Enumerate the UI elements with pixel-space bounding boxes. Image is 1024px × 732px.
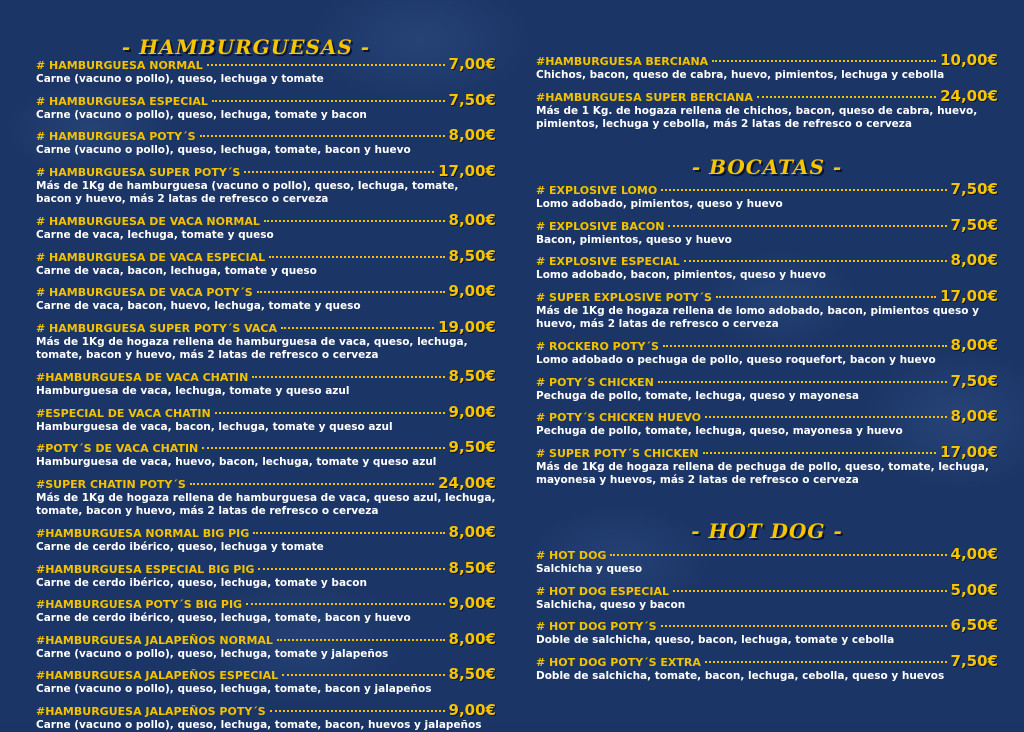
- menu-item-header: [536, 546, 998, 563]
- menu-item: [36, 212, 496, 243]
- menu-item-price: 8,00€: [950, 251, 998, 270]
- menu-item-header: [36, 631, 496, 648]
- menu-item-header: [536, 444, 998, 461]
- menu-item-description: Carne de vaca, bacon, huevo, lechuga, tomate y queso: [36, 300, 361, 313]
- menu-item-name: # POTY´S CHICKEN HUEVO: [536, 411, 702, 425]
- hamburguesas-title: - HAMBURGUESAS -: [121, 35, 371, 59]
- bocatas-title: - BOCATAS -: [691, 155, 843, 179]
- dotted-leader: [661, 625, 947, 627]
- dotted-leader: [610, 554, 946, 556]
- menu-item-name: # HAMBURGUESA POTY´S: [36, 130, 196, 144]
- menu-item-header: [536, 88, 998, 105]
- bocatas-list: [536, 181, 998, 488]
- menu-item-price: 8,00€: [448, 126, 496, 145]
- menu-item-price: 8,50€: [448, 366, 496, 385]
- menu-item-description: Bacon, pimientos, queso y huevo: [536, 233, 732, 246]
- menu-item-description: Hamburguesa de vaca, lechuga, tomate y queso azul: [36, 384, 350, 397]
- menu-item-price: 7,50€: [448, 90, 496, 109]
- menu-item-name: # HAMBURGUESA DE VACA NORMAL: [36, 214, 260, 228]
- menu-item-header: [36, 439, 496, 456]
- menu-item: [536, 252, 998, 283]
- menu-item-name: # HAMBURGUESA NORMAL: [36, 59, 203, 72]
- menu-item: [536, 653, 998, 684]
- menu-item-price: 4,00€: [950, 545, 998, 563]
- menu-item-description: Carne de cerdo ibérico, queso, lechuga y tomate: [36, 540, 324, 553]
- menu-item-description: Carne (vacuno o pollo), queso, lechuga, tomate, bacon, huevos y jalapeños: [36, 718, 482, 731]
- menu-item-header: [36, 666, 496, 683]
- menu-item-name: #HAMBURGUESA JALAPEÑOS ESPECIAL: [36, 669, 279, 683]
- menu-item-header: [36, 92, 496, 109]
- menu-item-price: 6,50€: [950, 616, 998, 635]
- menu-item-name: #SUPER CHATIN POTY´S: [36, 477, 186, 491]
- menu-item-price: 9,50€: [448, 438, 496, 457]
- menu-item-header: [36, 283, 496, 300]
- menu-item-price: 7,50€: [950, 215, 998, 234]
- menu-item-header: [36, 56, 496, 73]
- menu-item-description: Más de 1 Kg. de hogaza rellena de chichos, bacon, queso de cabra, huevo, pimientos, lechuga y cebolla, más 2 latas de refresco o cerveza: [536, 104, 978, 131]
- menu-item-header: [536, 217, 998, 234]
- menu-item-description: Doble de salchicha, tomate, bacon, lechuga, cebolla, queso y huevos: [536, 669, 945, 682]
- menu-item-name: # HAMBURGUESA DE VACA POTY´S: [36, 286, 253, 300]
- menu-item: [536, 337, 998, 368]
- menu-item: [36, 595, 496, 626]
- menu-item-description: Carne de cerdo ibérico, queso, lechuga, tomate, bacon y huevo: [36, 612, 411, 625]
- menu-item-description: Pechuga de pollo, tomate, lechuga, queso y mayonesa: [536, 389, 859, 402]
- menu-item-description: Lomo adobado o pechuga de pollo, queso roquefort, bacon y huevo: [536, 353, 936, 366]
- menu-item-header: [36, 475, 496, 492]
- menu-item-name: # HAMBURGUESA SUPER POTY´S VACA: [36, 321, 277, 335]
- menu-item-name: # SUPER EXPLOSIVE POTY´S: [536, 290, 712, 304]
- dotted-leader: [269, 256, 444, 258]
- dotted-leader: [270, 710, 445, 712]
- menu-item-price: 8,50€: [448, 246, 496, 265]
- menu-item-price: 7,50€: [950, 371, 998, 390]
- menu-item-description: Carne (vacuno o pollo), queso, lechuga y tomate: [36, 73, 324, 85]
- menu-item-header: [36, 248, 496, 265]
- menu-item-description: Lomo adobado, pimientos, queso y huevo: [536, 198, 783, 210]
- menu-item-header: [536, 181, 998, 198]
- menu-item: [536, 217, 998, 248]
- menu-item-price: 8,50€: [448, 558, 496, 577]
- menu-item-name: #POTY´S DE VACA CHATIN: [36, 442, 199, 456]
- menu-item-name: # HAMBURGUESA DE VACA ESPECIAL: [36, 250, 266, 264]
- dotted-leader: [200, 135, 445, 137]
- menu-item-name: #HAMBURGUESA SUPER BERCIANA: [536, 90, 753, 104]
- menu-item: [536, 617, 998, 648]
- dotted-leader: [253, 532, 444, 534]
- menu-item-header: [36, 212, 496, 229]
- dotted-leader: [716, 296, 936, 298]
- menu-item-description: Salchicha, queso y bacon: [536, 598, 686, 611]
- dotted-leader: [212, 100, 445, 102]
- menu-item-price: 9,00€: [448, 282, 496, 301]
- menu-item: [36, 439, 496, 470]
- menu-item-name: # HAMBURGUESA SUPER POTY´S: [36, 165, 241, 179]
- menu-item: [36, 524, 496, 555]
- menu-item: [36, 283, 496, 314]
- menu-item-price: 19,00€: [438, 317, 496, 336]
- menu-item-header: [536, 408, 998, 425]
- menu-item-name: # EXPLOSIVE LOMO: [536, 184, 658, 197]
- menu-item: [536, 444, 998, 488]
- menu-item-price: 8,00€: [950, 335, 998, 354]
- menu-item: [36, 560, 496, 591]
- menu-item-name: #HAMBURGUESA JALAPEÑOS NORMAL: [36, 633, 273, 647]
- menu-item-description: Chichos, bacon, queso de cabra, huevo, pimientos, lechuga y cebolla: [536, 69, 945, 81]
- menu-item-price: 24,00€: [438, 473, 496, 492]
- menu-item-name: #HAMBURGUESA BERCIANA: [536, 55, 709, 68]
- menu-item: [36, 56, 496, 87]
- dotted-leader: [281, 327, 434, 329]
- menu-item: [36, 368, 496, 399]
- menu-item-name: # EXPLOSIVE BACON: [536, 219, 665, 233]
- menu-item-header: [36, 404, 496, 421]
- dotted-leader: [673, 590, 947, 592]
- menu-item-name: # HOT DOG POTY´S: [536, 620, 657, 634]
- dotted-leader: [658, 381, 947, 383]
- menu-item: [36, 163, 496, 207]
- menu-item: [36, 666, 496, 697]
- menu-item-name: # SUPER POTY´S CHICKEN: [536, 446, 699, 460]
- menu-item: [36, 404, 496, 435]
- menu-item-name: # HAMBURGUESA ESPECIAL: [36, 94, 208, 108]
- dotted-leader: [668, 225, 946, 227]
- dotted-leader: [202, 447, 444, 449]
- dotted-leader: [684, 260, 947, 262]
- menu-item-price: 8,00€: [448, 210, 496, 229]
- menu-item-name: # POTY´S CHICKEN: [536, 375, 654, 389]
- menu-item-header: [36, 595, 496, 612]
- menu-item-header: [36, 127, 496, 144]
- dotted-leader: [663, 345, 947, 347]
- menu-item: [536, 288, 998, 332]
- menu-item: [36, 92, 496, 123]
- dotted-leader: [282, 674, 444, 676]
- menu-item-description: Más de 1Kg de hamburguesa (vacuno o pollo), queso, lechuga, tomate, bacon y huevo, más 2 latas de refresco o cerveza: [36, 179, 459, 206]
- menu-item-header: [36, 163, 496, 180]
- menu-item-description: Carne (vacuno o pollo), queso, lechuga, tomate y bacon: [36, 108, 367, 121]
- menu-item-price: 5,00€: [950, 580, 998, 599]
- dotted-leader: [705, 661, 947, 663]
- menu-item: [536, 373, 998, 404]
- menu-item-header: [36, 560, 496, 577]
- menu-item-price: 7,50€: [950, 651, 998, 670]
- menu-item-price: 17,00€: [940, 286, 998, 305]
- menu-item-header: [536, 252, 998, 269]
- menu-item-description: Hamburguesa de vaca, bacon, lechuga, tomate y queso azul: [36, 420, 393, 433]
- menu-item-header: [536, 288, 998, 305]
- menu-item-price: 17,00€: [940, 442, 998, 461]
- menu-item-description: Hamburguesa de vaca, huevo, bacon, lechuga, tomate y queso azul: [36, 456, 437, 469]
- menu-item-name: #HAMBURGUESA JALAPEÑOS POTY´S: [36, 704, 266, 718]
- menu-item-description: Carne (vacuno o pollo), queso, lechuga, tomate, bacon y jalapeños: [36, 683, 432, 696]
- menu-item: [36, 319, 496, 363]
- menu-item-price: 8,50€: [448, 665, 496, 684]
- menu-item-price: 10,00€: [940, 51, 998, 69]
- dotted-leader: [661, 189, 946, 191]
- menu-item-price: 9,00€: [448, 594, 496, 613]
- dotted-leader: [258, 568, 444, 570]
- dotted-leader: [703, 452, 937, 454]
- menu-item-name: #HAMBURGUESA DE VACA CHATIN: [36, 370, 249, 384]
- menu-item-header: [536, 617, 998, 634]
- menu-item: [36, 248, 496, 279]
- menu-item: [36, 475, 496, 519]
- menu-item: [536, 546, 998, 577]
- menu-item-name: # HOT DOG POTY´S EXTRA: [536, 655, 701, 669]
- menu-item-name: #HAMBURGUESA NORMAL BIG PIG: [36, 526, 250, 540]
- menu-item-header: [536, 373, 998, 390]
- dotted-leader: [207, 64, 445, 66]
- menu-item-name: #HAMBURGUESA POTY´S BIG PIG: [36, 598, 243, 612]
- dotted-leader: [705, 416, 947, 418]
- menu-item-description: Más de 1Kg de hogaza rellena de pechuga de pollo, queso, tomate, lechuga, mayonesa y huevos, más 2 latas de refresco o cerveza: [536, 460, 989, 487]
- menu-item-name: # ROCKERO POTY´S: [536, 339, 659, 353]
- menu-item-description: Doble de salchicha, queso, bacon, lechuga, tomate y cebolla: [536, 634, 895, 647]
- menu-item: [536, 88, 998, 132]
- menu-item-description: Salchicha y queso: [536, 563, 643, 575]
- menu-item: [36, 127, 496, 158]
- menu-item-header: [536, 52, 998, 69]
- menu-item: [536, 582, 998, 613]
- menu-item-price: 8,00€: [448, 629, 496, 648]
- dotted-leader: [264, 220, 445, 222]
- menu-item-description: Más de 1Kg de hogaza rellena de lomo adobado, bacon, pimientos queso y huevo, más 2 latas de refresco o cerveza: [536, 304, 979, 331]
- menu-item-header: [36, 368, 496, 385]
- dotted-leader: [712, 60, 936, 62]
- menu-item-description: Lomo adobado, bacon, pimientos, queso y huevo: [536, 269, 826, 282]
- menu-item-name: # EXPLOSIVE ESPECIAL: [536, 255, 680, 269]
- menu-item-name: # HOT DOG ESPECIAL: [536, 584, 669, 598]
- dotted-leader: [757, 96, 936, 98]
- menu-item-description: Carne de cerdo ibérico, queso, lechuga, tomate y bacon: [36, 576, 367, 589]
- menu-item-price: 7,00€: [448, 55, 496, 73]
- menu-item-description: Pechuga de pollo, tomate, lechuga, queso, mayonesa y huevo: [536, 425, 903, 438]
- menu-item: [36, 631, 496, 662]
- dotted-leader: [246, 603, 444, 605]
- menu-item-price: 9,00€: [448, 402, 496, 421]
- dotted-leader: [244, 171, 434, 173]
- menu-item-description: Carne de vaca, bacon, lechuga, tomate y queso: [36, 264, 317, 277]
- menu-item-price: 9,00€: [448, 700, 496, 719]
- menu-item-price: 24,00€: [940, 86, 998, 105]
- menu-item-description: Más de 1Kg de hogaza rellena de hamburguesa de vaca, queso azul, lechuga, tomate, bacon y huevo, más 2 latas de refresco o cerveza: [36, 491, 496, 518]
- menu-item: [536, 408, 998, 439]
- hotdog-title: - HOT DOG -: [691, 519, 843, 543]
- menu-item-name: #ESPECIAL DE VACA CHATIN: [36, 406, 211, 420]
- menu-item-header: [536, 337, 998, 354]
- hamburguesas-list: [36, 56, 496, 732]
- menu-item-description: Más de 1Kg de hogaza rellena de hamburguesa de vaca, queso, lechuga, tomate, bacon y huevo, más 2 latas de refresco o cerveza: [36, 335, 468, 362]
- menu-item-price: 17,00€: [438, 161, 496, 180]
- menu-item-description: Carne de vaca, lechuga, tomate y queso: [36, 228, 274, 241]
- dotted-leader: [252, 376, 444, 378]
- menu-item-price: 8,00€: [950, 407, 998, 426]
- dotted-leader: [215, 412, 445, 414]
- menu-item-name: #HAMBURGUESA ESPECIAL BIG PIG: [36, 562, 255, 576]
- menu-item: [36, 702, 496, 732]
- menu-item: [536, 52, 998, 83]
- menu-item-header: [36, 702, 496, 719]
- menu-item-header: [536, 582, 998, 599]
- dotted-leader: [257, 291, 445, 293]
- menu-item-name: # HOT DOG: [536, 549, 607, 562]
- menu-item-header: [36, 524, 496, 541]
- dotted-leader: [277, 639, 445, 641]
- hotdog-list: [536, 546, 998, 683]
- dotted-leader: [190, 483, 434, 485]
- menu-item-price: 7,50€: [950, 180, 998, 198]
- menu-item-price: 8,00€: [448, 522, 496, 541]
- menu-item: [536, 181, 998, 212]
- menu-item-header: [536, 653, 998, 670]
- bercianas-list: [536, 52, 998, 132]
- menu-item-description: Carne (vacuno o pollo), queso, lechuga, tomate y jalapeños: [36, 647, 389, 660]
- menu-item-header: [36, 319, 496, 336]
- menu-item-description: Carne (vacuno o pollo), queso, lechuga, tomate, bacon y huevo: [36, 144, 411, 157]
